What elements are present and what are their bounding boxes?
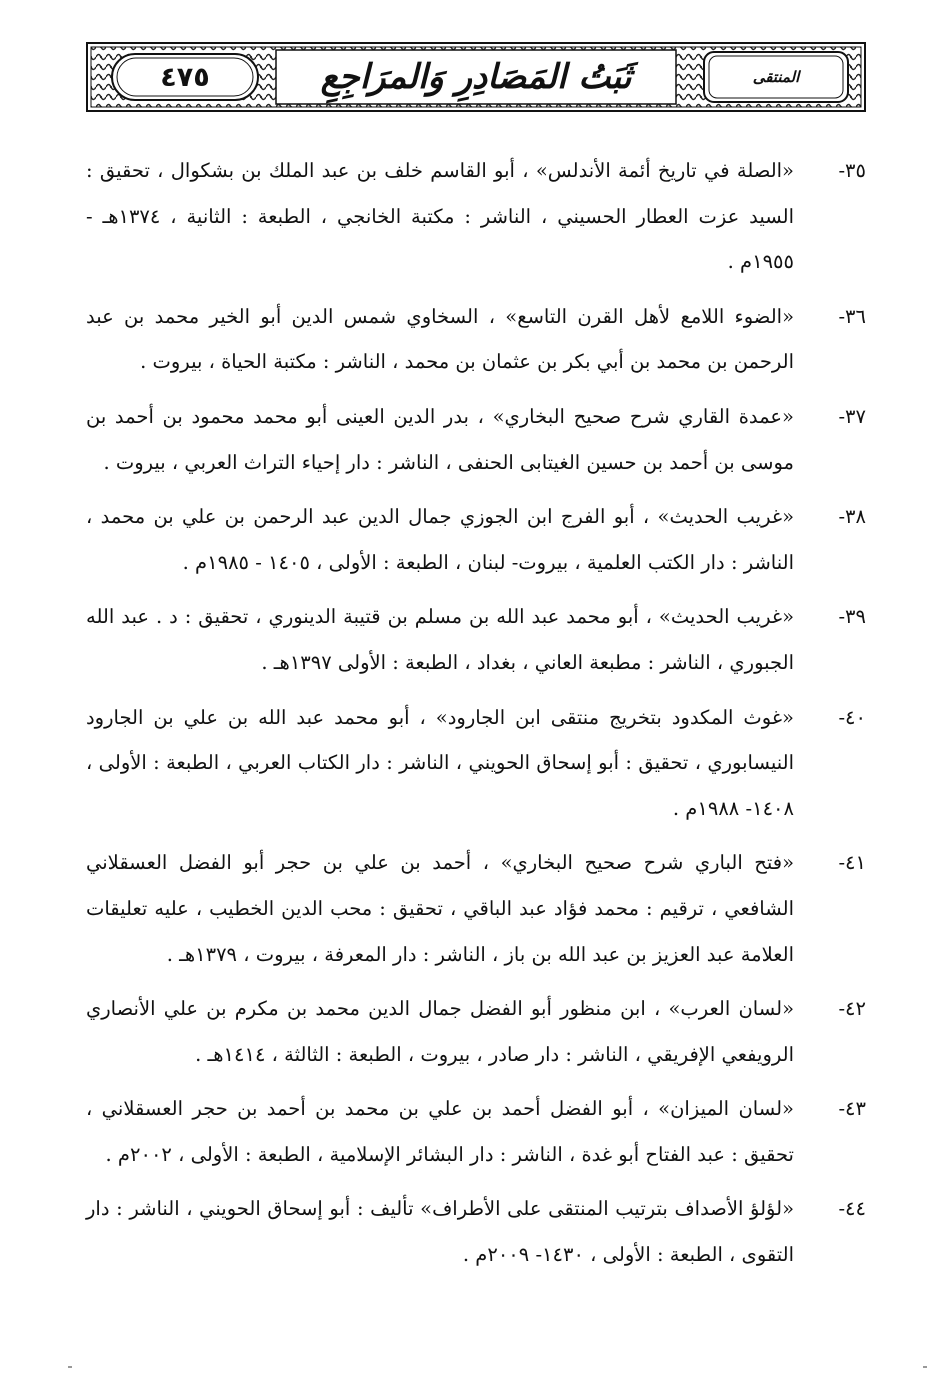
reference-number: ٣٨-: [838, 505, 866, 529]
reference-text: «لسان الميزان» ، أبو الفضل أحمد بن علي بن محمد بن أحمد بن حجر العسقلاني ، تحقيق : عبد الفتاح أبو غدة ، الناشر : دار البشائر الإسلامية ، الطبعة : الأولى ، ٢٠٠٢م .: [86, 1097, 794, 1166]
reference-item: [86, 594, 866, 685]
reference-number: ٤١-: [838, 851, 866, 875]
reference-item: [86, 1086, 866, 1177]
reference-number: ٣٩-: [838, 605, 866, 629]
reference-item: [86, 840, 866, 977]
reference-number: ٤٣-: [838, 1097, 866, 1121]
scan-mark: [68, 1366, 72, 1368]
reference-text: «لسان العرب» ، ابن منظور أبو الفضل جمال الدين محمد بن مكرم بن علي الأنصاري الرويفعي الإفريقي ، الناشر : دار صادر ، بيروت ، الطبعة : الثالثة ، ١٤١٤هـ .: [86, 997, 794, 1066]
reference-text: «الصلة في تاريخ أئمة الأندلس» ، أبو القاسم خلف بن عبد الملك بن بشكوال ، تحقيق : السيد عزت العطار الحسيني ، الناشر : مكتبة الخانجي ، الطبعة : الثانية ، ١٣٧٤هـ - ١٩٥٥م .: [86, 159, 794, 274]
reference-text: «غريب الحديث» ، أبو الفرج ابن الجوزي جمال الدين عبد الرحمن بن علي بن محمد ، الناشر : دار الكتب العلمية ، بيروت- لبنان ، الطبعة : الأولى ، ١٤٠٥ - ١٩٨٥م .: [86, 505, 794, 574]
reference-number: ٤٢-: [838, 997, 866, 1021]
reference-text: «الضوء اللامع لأهل القرن التاسع» ، السخاوي شمس الدين أبو الخير محمد بن عبد الرحمن بن محمد بن أبي بكر بن عثمان بن محمد ، الناشر : مكتبة الحياة ، بيروت .: [86, 304, 794, 374]
reference-item: [86, 294, 866, 385]
scan-mark: [923, 1366, 927, 1368]
reference-number: ٤٠-: [838, 705, 866, 729]
reference-text: «لؤلؤ الأصداف بترتيب المنتقى على الأطراف» تأليف : أبو إسحاق الحويني ، الناشر : دار التقوى ، الطبعة : الأولى ، ١٤٣٠- ٢٠٠٩م .: [86, 1197, 794, 1267]
reference-item: [86, 695, 866, 832]
running-title: ثَبَتُ المَصَادِرِ وَالمرَاجِعِ: [320, 57, 632, 97]
page-header: [86, 42, 866, 112]
publisher-logo: المنتقى: [752, 67, 800, 86]
reference-item: [86, 148, 866, 285]
references-list: [86, 148, 866, 1287]
reference-item: [86, 394, 866, 485]
reference-text: «فتح الباري شرح صحيح البخاري» ، أحمد بن علي بن حجر أبو الفضل العسقلاني الشافعي ، ترقيم : محمد فؤاد عبد الباقي ، تحقيق : محب الدين الخطيب ، عليه تعليقات العلامة عبد العزيز بن عبد الله بن باز ، الناشر : دار المعرفة ، بيروت ، ١٣٧٩هـ .: [86, 851, 794, 966]
reference-number: ٤٤-: [838, 1197, 866, 1221]
reference-item: [86, 1186, 866, 1277]
reference-text: «غوث المكدود بتخريج منتقى ابن الجارود» ، أبو محمد عبد الله بن علي بن الجارود النيسابوري ، تحقيق : أبو إسحاق الحويني ، الناشر : دار الكتاب العربي ، الطبعة : الأولى ، ١٤٠٨- ١٩٨٨م .: [86, 705, 794, 820]
reference-text: «عمدة القاري شرح صحيح البخاري» ، بدر الدين العينى أبو محمد محمود بن أحمد بن موسى بن أحمد بن حسين الغيتابى الحنفى ، الناشر : دار إحياء التراث العربي ، بيروت .: [86, 404, 794, 474]
reference-item: [86, 494, 866, 585]
reference-text: «غريب الحديث» ، أبو محمد عبد الله بن مسلم بن قتيبة الدينوري ، تحقيق : د . عبد الله الجبوري ، الناشر : مطبعة العاني ، بغداد ، الطبعة : الأولى ١٣٩٧هـ .: [86, 605, 794, 674]
reference-number: ٣٧-: [838, 404, 866, 428]
reference-number: ٣٦-: [838, 304, 866, 328]
reference-number: ٣٥-: [838, 159, 866, 182]
reference-item: [86, 986, 866, 1077]
page-number: ٤٧٥: [160, 61, 210, 93]
